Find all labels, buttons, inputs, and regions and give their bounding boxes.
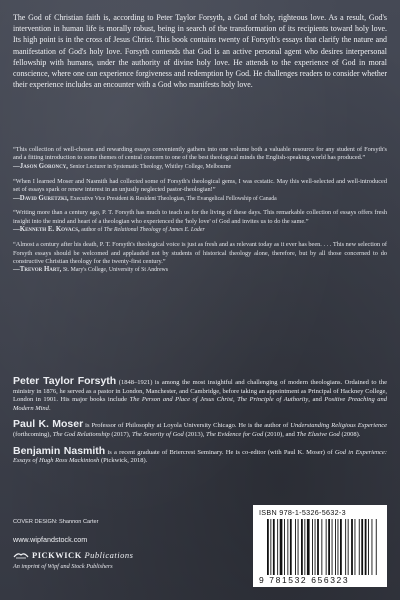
barcode-bar	[290, 519, 292, 575]
author-name: Paul K. Moser	[13, 418, 84, 431]
barcode-bar	[359, 519, 360, 575]
barcode-bar	[326, 519, 327, 575]
barcode-bar	[328, 519, 330, 575]
endorsement-affiliation: author of The Relational Theology of James E. Loder	[81, 227, 205, 234]
endorsement-author: —Trevor Hart,	[13, 266, 62, 274]
publisher-logo	[13, 550, 133, 560]
barcode-graphic	[253, 505, 387, 587]
endorsement-quote: “Almost a century after his death, P. T. Forsyth's theological voice is just as fresh and as relevant today as it ever has been. . . . This new selection of Forsyth essays should be welcomed and applauded not by students of historical theology alone, therefore, but by all those concerned to do constructive Christian theology for the twenty-first century.”	[13, 241, 387, 265]
barcode-bar	[270, 519, 271, 575]
isbn: ISBN 978-1-5326-5632-3	[259, 508, 346, 517]
barcode-bar	[351, 519, 353, 575]
barcode-bar	[295, 519, 296, 575]
barcode-bar	[304, 519, 305, 575]
back-cover-blurb: The God of Christian faith is, according to Peter Taylor Forsyth, a God of holy, righteous love. As a result, God's intervention in human life is morally robust, being in search of the transformation of its recipients toward holy love. Its high point is in the cross of Jesus Christ. This book contains twenty of Forsyth's essays that clarify the nature and manifestation of God's holy love. Forsyth contends that God is an active personal agent who desires interpersonal fellowship with humans, under the authority of divine holy love. He attends to the experience of God in moral conscience, where one can experience forgiveness and redemption by God. He challenges readers to consider whether their experience includes an encounter with a God who manifests holy love.	[13, 13, 387, 90]
barcode-bar	[372, 519, 373, 575]
publisher-name: PICKWICK Publications	[32, 550, 134, 560]
barcode-bar	[287, 519, 288, 575]
barcode-bar	[345, 519, 346, 575]
publisher-emblem-icon	[13, 551, 29, 559]
endorsement	[13, 241, 387, 275]
endorsement-quote: “Writing more than a century ago, P. T. Forsyth has much to teach us for the living of these days. This remarkable collection of essays offers fresh insight into the mind and heart of a theologian who experienced the 'holy love' of God and invites us to do the same.”	[13, 209, 387, 225]
endorsement-author: —Kenneth E. Kovacs,	[13, 226, 80, 234]
barcode-bar	[335, 519, 336, 575]
barcode-bar	[376, 519, 377, 575]
barcode-bar	[332, 519, 333, 575]
barcode-bar	[301, 519, 303, 575]
barcode-bar	[267, 519, 269, 575]
author-name: Benjamin Nasmith	[13, 444, 106, 457]
barcode-bar	[348, 519, 349, 575]
endorsements	[13, 146, 387, 281]
endorsement	[13, 209, 387, 234]
barcode-bar	[340, 519, 342, 575]
barcode-bar	[317, 519, 319, 575]
author-bio-forsyth: Peter Taylor Forsyth (1848–1921) is among the most insightful and challenging of modern theologians. Ordained to the ministry in 1876, he served as a pastor in London, Manchester, and Cambridge, before taking an appointment as Principal of Hackney College, London in 1901. His major books include The Person and Place of Jesus Christ, The Principle of Authority, and Positive Preaching and Modern Mind.	[13, 375, 387, 412]
barcode-bar	[298, 519, 299, 575]
barcode-bar	[277, 519, 278, 575]
barcode-bar	[312, 519, 313, 575]
barcode-bar	[368, 519, 369, 575]
author-bio-moser: Paul K. Moser is Professor of Philosophy at Loyola University Chicago. He is the author of Understanding Religious Experience (forthcoming), The God Relationship (2017), The Severity of God (2013), The Evidence for God (2010), and The Elusive God (2008).	[13, 418, 388, 438]
endorsement	[13, 146, 387, 171]
endorsement-author: —Jason Goroncy,	[13, 162, 68, 170]
publisher-website: www.wipfandstock.com	[13, 535, 88, 544]
endorsement-quote: “This collection of well-chosen and rewarding essays conveniently gathers into one volume both a valuable resource for any student of Forsyth's and a fitting introduction to some themes of central concern to one of the best theological minds the English-speaking world has produced.”	[13, 146, 387, 162]
barcode-bar	[361, 519, 363, 575]
barcode-bar	[315, 519, 316, 575]
endorsement-affiliation: Executive Vice President & Resident Theologian, The Evangelical Fellowship of Canada	[70, 195, 277, 202]
barcode-bar	[280, 519, 283, 575]
barcode-digits: 9 781532 656323	[259, 575, 350, 585]
barcode-bar	[284, 519, 285, 575]
endorsement-affiliation: Senior Lecturer in Systematic Theology, Whitley College, Melbourne	[69, 163, 232, 170]
barcode-bar	[355, 519, 356, 575]
endorsement-quote: “When I learned Moser and Nasmith had collected some of Forsyth's theological gems, I was ecstatic. May this well-selected and well-introduced set of essays spark or renew interest in an unjustly neglected pastor-theologian!”	[13, 177, 387, 194]
publisher-imprint: An imprint of Wipf and Stock Publishers	[13, 563, 113, 570]
barcode-bar	[365, 519, 367, 575]
barcode-bar	[273, 519, 275, 575]
barcode-bar	[338, 519, 339, 575]
endorsement	[13, 178, 387, 203]
cover-design-credit: COVER DESIGN: Shannon Carter	[13, 519, 99, 525]
barcode-bar	[321, 519, 322, 575]
barcode	[253, 505, 387, 587]
barcode-bar	[307, 519, 310, 575]
endorsement-affiliation: St. Mary's College, University of St Andrews	[62, 267, 168, 274]
endorsement-author: —David Guretzki,	[13, 194, 69, 202]
author-bio-nasmith: Benjamin Nasmith is a recent graduate of Briercrest Seminary. He is co-editor (with Paul K. Moser) of God in Experience: Essays of Hugh Ross Mackintosh (Pickwick, 2018).	[13, 444, 387, 465]
author-bios	[13, 377, 387, 473]
author-name: Peter Taylor Forsyth	[13, 375, 117, 387]
